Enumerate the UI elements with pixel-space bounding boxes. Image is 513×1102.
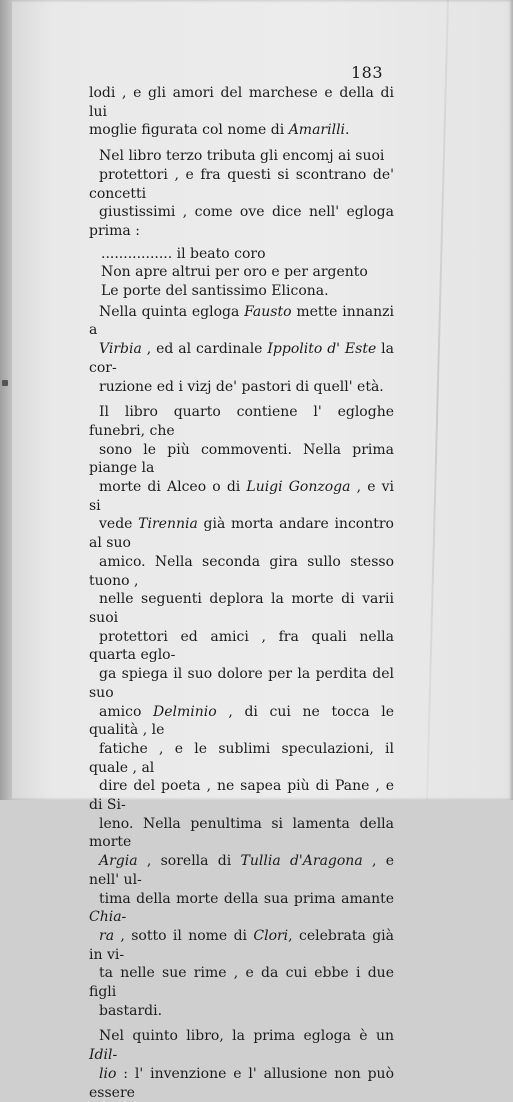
page-crease — [426, 0, 449, 800]
verse-quotation — [89, 245, 394, 301]
text-line: moglie figurata col nome di Amarilli. — [89, 122, 350, 139]
text-line: Argia , sorella di Tullia d'Aragona , e nell' ul- — [89, 853, 394, 888]
text-line: Il libro quarto contiene l' egloghe funebri, che — [89, 404, 394, 439]
text-line: amico. Nella seconda gira sullo stesso tuono , — [89, 553, 394, 589]
paragraph-3 — [89, 303, 394, 397]
text-line: ga spiega il suo dolore per la perdita del suo — [89, 666, 394, 701]
text-line: amico Delminio , di cui ne tocca le qualità , le — [89, 703, 394, 739]
paragraph-5 — [89, 1027, 394, 1102]
verse-line: Non apre altrui per oro e per argento — [101, 264, 368, 281]
paragraph-4 — [89, 403, 394, 1020]
text-line: tima della morte della sua prima amante Chia- — [89, 890, 394, 926]
text-line: protettori , e fra questi si scontrano de' concetti — [89, 166, 394, 202]
text-line: morte di Alceo o di Luigi Gonzoga , e vi si — [89, 479, 394, 514]
text-line: leno. Nella penultima si lamenta della morte — [89, 815, 394, 851]
text-line: giustissimi , come ove dice nell' egloga prima : — [89, 204, 394, 239]
text-line: lio : l' invenzione e l' allusione non può essere — [89, 1065, 394, 1101]
text-line: vede Tirennia già morta andare incontro al suo — [89, 516, 394, 552]
text-line: ta nelle sue rime , e da cui ebbe i due figli — [89, 965, 394, 1001]
text-line: ruzione ed i vizj de' pastori di quell' età. — [99, 378, 384, 395]
margin-mark — [2, 380, 8, 386]
text-line: Nel quinto libro, la prima egloga è un Idil- — [89, 1028, 394, 1064]
text-line: sono le più commoventi. Nella prima piange la — [89, 441, 394, 477]
page-number: 183 — [351, 63, 384, 82]
text-line: fatiche , e le sublimi speculazioni, il quale , al — [89, 740, 394, 776]
text-line: Virbia , ed al cardinale Ippolito d' Este la cor- — [89, 341, 394, 376]
paragraph-1 — [89, 84, 394, 140]
name-amarilli: Amarilli — [288, 122, 346, 139]
verse-line: Le porte del santissimo Elicona. — [101, 283, 329, 300]
text-line: bastardi. — [99, 1002, 163, 1019]
verse-line: ................ il beato coro — [101, 245, 266, 262]
text-line: nelle seguenti deplora la morte di varii suoi — [89, 591, 394, 626]
text-line: lodi , e gli amori del marchese e della di lui — [89, 85, 394, 120]
body-text — [89, 84, 394, 1102]
text-line: ra , sotto il nome di Clori, celebrata già in vi- — [89, 927, 394, 963]
text-line: Nella quinta egloga Fausto mette innanzi a — [89, 303, 394, 339]
text-line: dire del poeta , ne sapea più di Pane , e di Si- — [89, 778, 394, 814]
binding-edge — [0, 0, 12, 800]
text-line: protettori ed amici , fra quali nella quarta eglo- — [89, 628, 394, 664]
text-line: Nel libro terzo tributa gli encomj ai suoi — [99, 148, 385, 165]
paragraph-2 — [89, 147, 394, 241]
